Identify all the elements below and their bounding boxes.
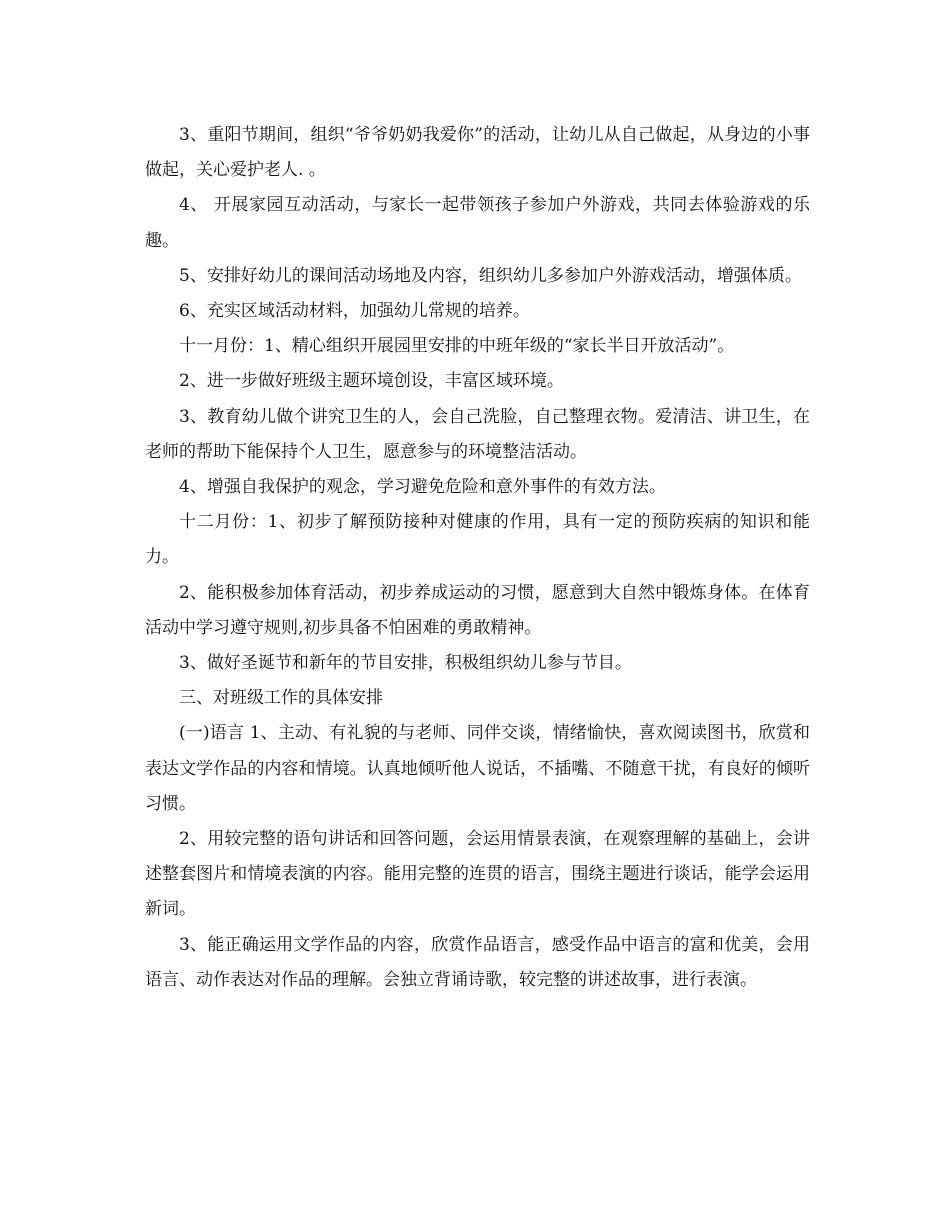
paragraph-language-2: 2、用较完整的语句讲话和回答问题，会运用情景表演，在观察理解的基础上，会讲述整套图片和情境表演的内容。能用完整的连贯的语言，围绕主题进行谈话，能学会运用新词。 xyxy=(145,829,810,920)
document-body xyxy=(145,118,810,998)
paragraph-language-1: (一)语言 1、主动、有礼貌的与老师、同伴交谈，情绪愉快，喜欢阅读图书，欣赏和表达文学作品的内容和情境。认真地倾听他人说话，不插嘴、不随意干扰，有良好的倾听习惯。 xyxy=(145,723,810,814)
paragraph-holiday-program: 3、做好圣诞节和新年的节目安排，积极组织幼儿参与节目。 xyxy=(179,653,632,674)
paragraph-language-3: 3、能正确运用文学作品的内容，欣赏作品语言，感受作品中语言的富和优美，会用语言、动作表达对作品的理解。会独立背诵诗歌，较完整的讲述故事，进行表演。 xyxy=(145,934,810,990)
paragraph-hygiene-education: 3、教育幼儿做个讲究卫生的人，会自己洗脸，自己整理衣物。爱清洁、讲卫生，在老师的帮助下能保持个人卫生，愿意参与的环境整洁活动。 xyxy=(145,406,810,462)
section-heading-class-work: 三、对班级工作的具体安排 xyxy=(179,688,383,709)
paragraph-december-vaccination: 十二月份：1、初步了解预防接种对健康的作用，具有一定的预防疾病的知识和能力。 xyxy=(145,512,810,568)
paragraph-area-materials: 6、充实区域活动材料，加强幼儿常规的培养。 xyxy=(179,301,530,322)
paragraph-self-protection: 4、增强自我保护的观念，学习避免危险和意外事件的有效方法。 xyxy=(179,477,666,498)
paragraph-chongyang-activity: 3、重阳节期间，组织“爷爷奶奶我爱你”的活动，让幼儿从自己做起，从身边的小事做起，关心爱护老人. 。 xyxy=(145,125,810,181)
paragraph-november-open-day: 十一月份：1、精心组织开展园里安排的中班年级的“家长半日开放活动”。 xyxy=(179,336,735,357)
paragraph-outdoor-games: 5、安排好幼儿的课间活动场地及内容，组织幼儿多参加户外游戏活动，增强体质。 xyxy=(179,265,802,286)
paragraph-physical-activity: 2、能积极参加体育活动，初步养成运动的习惯，愿意到大自然中锻炼身体。在体育活动中学习遵守规则,初步具备不怕困难的勇敢精神。 xyxy=(145,582,810,638)
paragraph-family-interaction: 4、 开展家园互动活动，与家长一起带领孩子参加户外游戏，共同去体验游戏的乐趣。 xyxy=(145,195,810,251)
paragraph-class-environment: 2、进一步做好班级主题环境创设，丰富区域环境。 xyxy=(179,371,564,392)
